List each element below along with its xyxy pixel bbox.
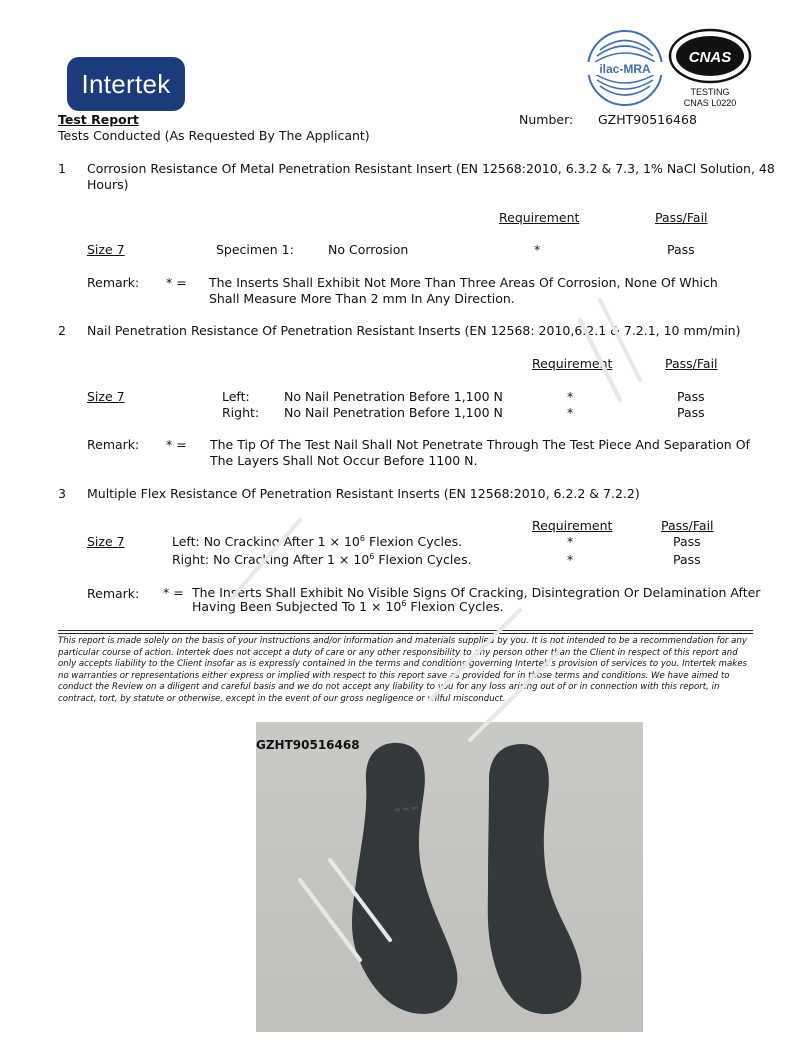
section3-remark-line1: The Inserts Shall Exhibit No Visible Signs Of Cracking, Disintegration Or Delamination After <box>192 585 761 600</box>
section3-row-result: Left: No Cracking After $1 \times 10^6$ Flexion Cycles. <box>172 533 463 549</box>
section2-row-passfail: Pass <box>677 405 705 420</box>
section1-passfail: Pass <box>667 242 695 257</box>
section3-remark-star: * = <box>163 585 184 600</box>
section3-requirement-header: Requirement <box>532 518 613 533</box>
section3-row-result: Right: No Cracking After $1 \times 10^6$ Flexion Cycles. <box>172 551 472 567</box>
section2-remark-star: * = <box>166 437 187 452</box>
insoles-illustration <box>256 722 643 1032</box>
ilac-text: ilac-MRA <box>599 62 651 76</box>
section2-row-side: Left: <box>222 389 250 404</box>
cnas-text: CNAS <box>688 49 732 66</box>
cnas-number-label: CNAS L0220 <box>683 98 737 108</box>
section3-row-requirement: * <box>567 534 574 549</box>
section2-row-requirement: * <box>567 389 574 404</box>
section3-number: 3 <box>58 486 66 501</box>
section3-remark-label: Remark: <box>87 586 140 601</box>
section2-remark-line2: The Layers Shall Not Occur Before 1100 N. <box>210 453 478 468</box>
section1-number: 1 <box>58 161 66 176</box>
section2-row-side: Right: <box>222 405 260 420</box>
insole-photo <box>256 722 643 1032</box>
section2-title: Nail Penetration Resistance Of Penetration Resistant Inserts (EN 12568: 2010,6.2.1 & 7.2.1, 10 mm/min) <box>87 323 741 338</box>
svg-text:▬ ▬ ▬: ▬ ▬ ▬ <box>393 803 419 814</box>
section3-title: Multiple Flex Resistance Of Penetration Resistant Inserts (EN 12568:2010, 6.2.2 & 7.2.2) <box>87 486 640 501</box>
section2-row-result: No Nail Penetration Before 1,100 N <box>284 405 503 420</box>
section3-row-passfail: Pass <box>673 534 701 549</box>
section1-remark-star: * = <box>166 275 187 290</box>
footer-divider-top <box>58 630 753 631</box>
section3-row-requirement: * <box>567 552 574 567</box>
section2-remark-label: Remark: <box>87 437 140 452</box>
footer-divider-bottom <box>58 633 753 634</box>
number-value: GZHT90516468 <box>598 112 697 127</box>
section1-title-line1: Corrosion Resistance Of Metal Penetration Resistant Insert (EN 12568:2010, 6.3.2 & 7.3, 1% NaCl Solution, 48 <box>87 161 775 176</box>
section2-passfail-header: Pass/Fail <box>665 356 718 371</box>
section1-requirement-header: Requirement <box>499 210 580 225</box>
section1-remark-label: Remark: <box>87 275 140 290</box>
section1-title-line2: Hours) <box>87 177 129 192</box>
section3-row-passfail: Pass <box>673 552 701 567</box>
report-title: Test Report <box>58 112 139 127</box>
intertek-logo <box>67 57 185 111</box>
section3-passfail-header: Pass/Fail <box>661 518 714 533</box>
section1-remark-line2: Shall Measure More Than 2 mm In Any Direction. <box>209 291 515 306</box>
section1-size: Size 7 <box>87 242 125 257</box>
section1-requirement: * <box>534 242 541 257</box>
photo-report-number: GZHT90516468 <box>256 738 360 752</box>
section1-result: No Corrosion <box>328 242 409 257</box>
section1-specimen: Specimen 1: <box>216 242 294 257</box>
disclaimer-text: This report is made solely on the basis of your instructions and/or information and materials supplied by you. It is not intended to be a recommendation for any particular course of action. Intertek does not accept a duty of care or any other responsibility to any person other than the Client in respect of this report and only accepts liability to the Client insofar as is expressly contained in the terms and conditions governing Intertek's provision of services to you. Intertek makes no warranties or representations either express or implied with respect to this report save as provided for in those terms and conditions. We have aimed to conduct the Review on a diligent and careful basis and we do not accept any liability to you for any loss arising out of or in connection with this report, in contract, tort, by statute or otherwise, except in the event of our gross negligence or wilful misconduct. <box>58 636 748 704</box>
section2-row-passfail: Pass <box>677 389 705 404</box>
number-label: Number: <box>519 112 574 127</box>
section3-size: Size 7 <box>87 534 125 549</box>
section2-number: 2 <box>58 323 66 338</box>
section1-remark-line1: The Inserts Shall Exhibit Not More Than Three Areas Of Corrosion, None Of Which <box>209 275 718 290</box>
cnas-testing-label: TESTING <box>690 87 730 97</box>
section2-requirement-header: Requirement <box>532 356 613 371</box>
ilac-mra-mark <box>583 26 667 110</box>
section1-passfail-header: Pass/Fail <box>655 210 708 225</box>
report-subtitle: Tests Conducted (As Requested By The Applicant) <box>58 128 370 143</box>
section2-row-result: No Nail Penetration Before 1,100 N <box>284 389 503 404</box>
logo-text: Intertek <box>81 68 171 99</box>
section2-row-requirement: * <box>567 405 574 420</box>
section2-size: Size 7 <box>87 389 125 404</box>
section2-remark-line1: The Tip Of The Test Nail Shall Not Penetrate Through The Test Piece And Separation Of <box>210 437 750 452</box>
section3-remark-line2: Having Been Subjected To $1 \times 10^6$ Flexion Cycles. <box>192 598 504 614</box>
